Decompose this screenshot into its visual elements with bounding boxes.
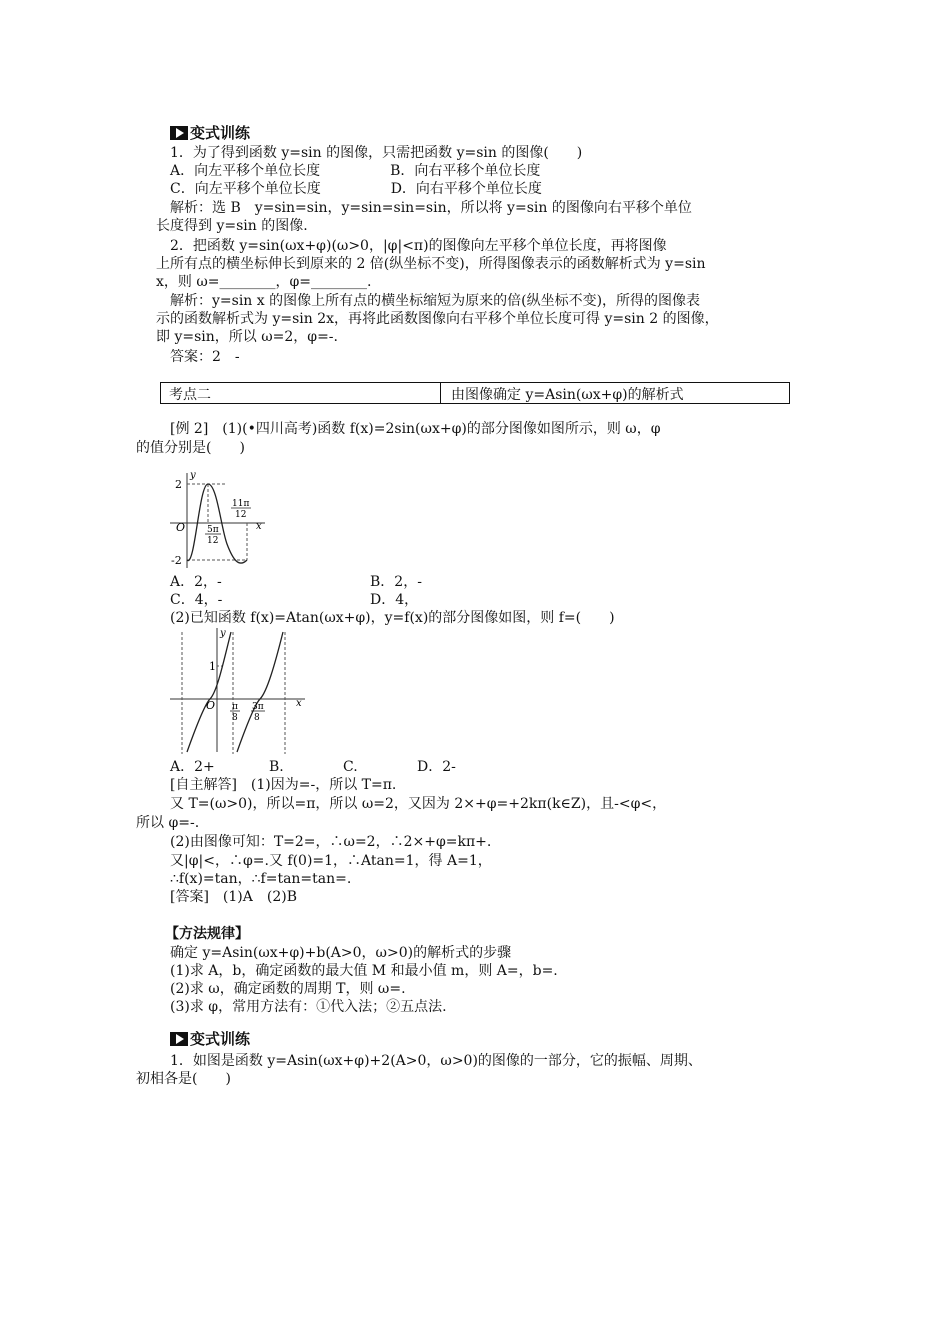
table-divider <box>440 383 441 403</box>
x-axis-label: x <box>256 521 262 532</box>
topic-label: 考点二 <box>169 387 211 403</box>
option-d: D．4， <box>370 592 419 608</box>
answer-line: [答案] (1)A (2)B <box>170 889 297 905</box>
method-line-1: 确定 y=Asin(ωx+φ)+b(A>0，ω>0)的解析式的步骤 <box>170 945 512 961</box>
method-line-2: (1)求 A，b，确定函数的最大值 M 和最小值 m，则 A=，b=. <box>170 963 558 979</box>
play-triangle-icon <box>170 1032 188 1046</box>
y-axis-label: y <box>190 470 196 481</box>
sine-curve <box>187 484 250 563</box>
solution-line-4: (2)由图像可知：T=2=，∴ω=2，∴2×+φ=kπ+. <box>170 834 492 850</box>
y-max-label: 2 <box>175 478 182 491</box>
q2-analysis: 解析：y=sin x 的图像上所有点的横坐标缩短为原来的倍(纵坐标不变)，所得的图像表 <box>170 293 701 309</box>
solution-line-1: [自主解答] (1)因为=-，所以 T=π. <box>170 777 397 793</box>
y-axis-label: y <box>220 628 226 639</box>
origin-label: O <box>206 699 216 712</box>
method-line-3: (2)求 ω，确定函数的周期 T，则 ω=. <box>170 981 406 997</box>
option2-c: C. <box>343 759 358 775</box>
tan-branch-2 <box>237 632 283 752</box>
q1-options-cd: C．向左平移个单位长度 D．向右平移个单位长度 <box>170 181 542 197</box>
q2-stem: 2．把函数 y=sin(ωx+φ)(ω>0，|φ|<π)的图像向左平移个单位长度，再将图像 <box>170 238 667 254</box>
q1-analysis-cont: 长度得到 y=sin 的图像. <box>156 218 308 234</box>
method-line-4: (3)求 φ，常用方法有：①代入法；②五点法. <box>170 999 447 1015</box>
solution-line-5: 又|φ|<，∴φ=.又 f(0)=1，∴Atan=1，得 A=1， <box>170 853 492 869</box>
sine-graph-figure <box>165 468 275 570</box>
q2-analysis-cont: 示的函数解析式为 y=sin 2x，再将此函数图像向右平移个单位长度可得 y=sin 2 的图像， <box>156 311 719 327</box>
option-b: B．2，- <box>370 574 422 590</box>
y-min-label: -2 <box>171 554 182 567</box>
play-triangle-icon <box>170 126 188 140</box>
option2-b: B. <box>269 759 284 775</box>
sec2-q1-stem-cont: 初相各是( ) <box>136 1071 231 1087</box>
section-header: 变式训练 <box>170 124 250 142</box>
tick-11pi-den: 12 <box>235 510 247 520</box>
q1-analysis: 解析：选 B y=sin=sin，y=sin=sin=sin，所以将 y=sin 的图像向右平移个单位 <box>170 200 692 216</box>
option-a: A．2，- <box>170 574 222 590</box>
q2-answer: 答案：2 - <box>170 349 240 365</box>
option-c: C．4，- <box>170 592 223 608</box>
tan-graph-figure <box>165 624 315 756</box>
option2-d: D．2- <box>417 759 456 775</box>
x-axis-label: x <box>296 698 302 709</box>
tick-3pi8-den: 8 <box>254 713 260 723</box>
q1-stem: 1．为了得到函数 y=sin 的图像，只需把函数 y=sin 的图像( ) <box>170 145 583 161</box>
example2-stem: [例 2] (1)(•四川高考)函数 f(x)=2sin(ωx+φ)的部分图像如图所示，则 ω，φ <box>170 421 661 437</box>
origin-label: O <box>176 521 186 534</box>
tick-5pi-num: 5π <box>207 525 219 535</box>
tick-pi8-num: π <box>232 702 238 712</box>
method-title: 【方法规律】 <box>165 926 249 942</box>
solution-line-6: ∴f(x)=tan，∴f=tan=tan=. <box>170 871 352 887</box>
section-header-2: 变式训练 <box>170 1030 250 1048</box>
sec2-q1-stem: 1．如图是函数 y=Asin(ωx+φ)+2(A>0，ω>0)的图像的一部分，它的振幅、周期、 <box>170 1053 702 1069</box>
tick-11pi-num: 11π <box>232 499 250 509</box>
solution-line-2: 又 T=(ω>0)，所以=π，所以 ω=2，又因为 2×+φ=+2kπ(k∈Z)，且-<φ<， <box>170 796 667 812</box>
topic-table <box>160 382 790 404</box>
tan-branch-1 <box>187 632 231 752</box>
q1-options-ab: A．向左平移个单位长度 B．向右平移个单位长度 <box>170 163 541 179</box>
tick-3pi8-num: 3π <box>252 702 264 712</box>
topic-title: 由图像确定 y=Asin(ωx+φ)的解析式 <box>451 387 684 403</box>
option2-a: A．2+ <box>170 759 215 775</box>
part2-stem: (2)已知函数 f(x)=Atan(ωx+φ)，y=f(x)的部分图像如图，则 f=( ) <box>170 610 615 626</box>
solution-line-3: 所以 φ=-. <box>136 815 200 831</box>
y-one-label: 1 <box>209 660 216 673</box>
q2-stem-cont: 上所有点的横坐标伸长到原来的 2 倍(纵坐标不变)，所得图像表示的函数解析式为 y=sin <box>156 256 706 272</box>
tick-5pi-den: 12 <box>207 536 219 546</box>
q2-analysis-cont2: 即 y=sin，所以 ω=2，φ=-. <box>156 329 338 345</box>
example2-stem-cont: 的值分别是( ) <box>136 440 245 456</box>
q2-stem-cont2: x，则 ω=________，φ=________. <box>156 274 372 290</box>
tick-pi8-den: 8 <box>232 713 238 723</box>
